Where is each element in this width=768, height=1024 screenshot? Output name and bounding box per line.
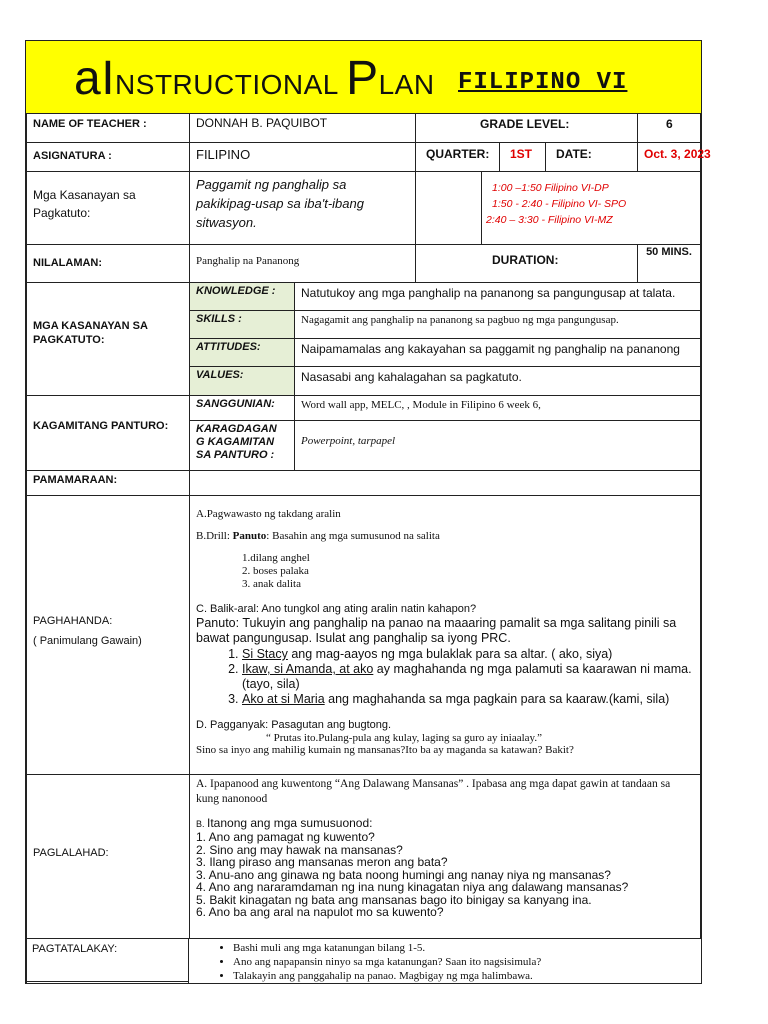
document-title xyxy=(74,52,435,105)
paglalahad-label: PAGLALAHAD: xyxy=(26,774,190,982)
schedule-spacer-cell xyxy=(415,171,482,245)
schedule-cell xyxy=(481,171,701,245)
drill-instruction: : Basahin ang mga sumusunod na salita xyxy=(266,530,440,542)
paghahanda-content-cell xyxy=(189,495,701,775)
knowledge-value: Natutukoy ang mga panghalip na pananong sa pangungusap at talata. xyxy=(294,282,701,311)
knowledge-key: KNOWLEDGE : xyxy=(189,282,295,311)
paghahanda-a: A.Pagwawasto ng takdang aralin xyxy=(196,508,341,520)
teacher-value: DONNAH B. PAQUIBOT xyxy=(189,113,416,143)
pagtatalakay-list xyxy=(189,941,701,983)
title-word-1: NSTRUCTIONAL xyxy=(115,69,347,100)
paglalahad-b-prefix: B. xyxy=(196,819,208,829)
sanggunian-key: SANGGUNIAN: xyxy=(189,395,295,421)
balik-aral: C. Balik-aral: Ano tungkol ang ating aralin natin kahapon? xyxy=(196,603,477,615)
balik-aral-item xyxy=(242,692,700,707)
question-item: 2. Sino ang may hawak na mansanas? xyxy=(196,842,403,857)
pagtatalakay-item: • Talakayin ang panggahalip na panao. Magbigay ng mga halimbawa. xyxy=(233,969,701,983)
quarter-label: QUARTER: xyxy=(415,142,500,172)
pagtatalakay-label: PAGTATALAKAY: xyxy=(25,938,189,984)
bugtong: “ Prutas ito.Pulang-pula ang kulay, laging sa guro ay iniaalay.” xyxy=(266,732,542,744)
schedule-item: 1:00 –1:50 Filipino VI-DP xyxy=(492,182,609,194)
pamamaraan-label: PAMAMARAAN: xyxy=(26,470,190,496)
paglalahad-questions xyxy=(196,831,694,919)
objectives-label: MGA KASANAYAN SA PAGKATUTO: xyxy=(26,282,190,396)
subject-label: ASIGNATURA : xyxy=(26,142,190,172)
question-item: 1. Ano ang pamagat ng kuwento? xyxy=(196,830,375,844)
content-label: NILALAMAN: xyxy=(26,244,190,283)
pagtatalakay-content-cell xyxy=(188,938,702,984)
paglalahad-a: A. Ipapanood ang kuwentong “Ang Dalawang Mansanas” . Ipabasa ang mga dapat gawin at tandaan sa kung nanonood xyxy=(196,778,671,805)
skills-value: Nagagamit ang panghalip na pananong sa pagbuo ng mga pangungusap. xyxy=(294,310,701,339)
competency-value: Paggamit ng panghalip sa pakikipag-usap sa iba't-ibang sitwasyon. xyxy=(189,171,416,245)
question-item: 4. Ano ang nararamdaman ng ina nung kinagatan niya ang dalawang mansanas? xyxy=(196,880,629,894)
drill-item: 3. anak dalita xyxy=(242,578,301,590)
duration-value: 50 MINS. xyxy=(637,244,701,283)
schedule-item: 1:50 - 2:40 - Filipino VI- SPO xyxy=(492,198,627,210)
date-label: DATE: xyxy=(545,142,638,172)
paglalahad-b xyxy=(196,817,694,831)
paghahanda-label-cell xyxy=(26,495,190,775)
grade-level-value: 6 xyxy=(637,113,701,143)
pagganyak: D. Pagganyak: Pasagutan ang bugtong. xyxy=(196,719,392,731)
duration-label: DURATION: xyxy=(415,244,638,283)
drill-prefix: B.Drill: xyxy=(196,530,233,542)
balik-aral-items xyxy=(196,647,700,707)
drill-item: 1.dilang anghel xyxy=(242,552,310,564)
values-value: Nasasabi ang kahalagahan sa pagkatuto. xyxy=(294,366,701,396)
schedule-item: 2:40 – 3:30 - Filipino VI-MZ xyxy=(486,214,613,226)
drill-panuto: Panuto xyxy=(232,530,267,542)
grade-level-label: GRADE LEVEL: xyxy=(415,113,638,143)
pagtatalakay-item: • Ano ang napapansin ninyo sa mga katanungan? Saan ito nagsisimula? xyxy=(233,955,701,969)
bugtong-question: Sino sa inyo ang mahilig kumain ng mansanas?Ito ba ay maganda sa katawan? Bakit? xyxy=(196,744,574,756)
item-rest: ay maghahanda ng mga palamuti sa kaarawan ni mama. (tayo, sila) xyxy=(242,662,692,691)
title-word-2: LAN xyxy=(378,69,435,100)
drill-item: 2. boses palaka xyxy=(242,565,309,577)
date-value: Oct. 3, 2023 xyxy=(637,142,701,172)
sanggunian-value: Word wall app, MELC, , Module in Filipino 6 week 6, xyxy=(294,395,701,421)
pagtatalakay-item: • Bashi muli ang mga katanungan bilang 1-5. xyxy=(233,941,701,955)
materials-label: KAGAMITANG PANTURO: xyxy=(26,395,190,471)
balik-aral-item xyxy=(242,647,700,662)
paghahanda-sublabel: ( Panimulang Gawain) xyxy=(33,635,142,647)
karagdagan-value: Powerpoint, tarpapel xyxy=(294,420,701,471)
skills-key: SKILLS : xyxy=(189,310,295,339)
question-item: 6. Ano ba ang aral na napulot mo sa kuwento? xyxy=(196,905,444,919)
title-band xyxy=(26,41,701,114)
title-letter-i: I xyxy=(101,52,116,105)
teacher-label: NAME OF TEACHER : xyxy=(26,113,190,143)
item-underline: Ikaw, si Amanda, at ako xyxy=(242,662,374,676)
item-underline: Ako at si Maria xyxy=(242,692,325,706)
instructional-plan-page xyxy=(25,40,711,984)
attitudes-key: ATTITUDES: xyxy=(189,338,295,367)
item-rest: ang maghahanda sa mga pagkain para sa kaaraw.(kami, sila) xyxy=(324,692,670,706)
title-letter-a: a xyxy=(74,52,102,105)
quarter-value: 1ST xyxy=(499,142,546,172)
balik-aral-panuto: Panuto: Tukuyin ang panghalip na panao na maaaring pamalit sa mga salitang pinili sa bawat pangungusap. Isulat ang panghalip sa iyong PRC. xyxy=(196,616,677,645)
paghahanda-b xyxy=(196,530,700,542)
title-letter-p: P xyxy=(346,52,379,105)
attitudes-value: Naipamamalas ang kakayahan sa paggamit ng panghalip na pananong xyxy=(294,338,701,367)
question-item: 3. Anu-ano ang ginawa ng bata noong humingi ang nanay niya ng mansanas? xyxy=(196,867,611,882)
question-item: 5. Bakit kinagatan ng bata ang mansanas bago ito binigay sa kanyang ina. xyxy=(196,892,592,907)
document-subject-title: FILIPINO VI xyxy=(458,69,628,96)
pamamaraan-value-cell xyxy=(189,470,701,496)
drill-list xyxy=(242,552,700,591)
subject-value: FILIPINO xyxy=(189,142,416,172)
karagdagan-key: KARAGDAGAN G KAGAMITAN SA PANTURO : xyxy=(189,420,295,471)
item-underline: Si Stacy xyxy=(242,647,288,661)
values-key: VALUES: xyxy=(189,366,295,396)
paglalahad-b-text: Itanong ang mga sumusuonod: xyxy=(207,816,373,830)
competency-label: Mga Kasanayan sa Pagkatuto: xyxy=(26,171,190,245)
paghahanda-label: PAGHAHANDA: xyxy=(33,615,113,627)
balik-aral-item xyxy=(242,662,700,692)
item-rest: ang mag-aayos ng mga bulaklak para sa altar. ( ako, siya) xyxy=(287,647,613,661)
question-item: 3. Ilang piraso ang mansanas meron ang bata? xyxy=(196,855,448,869)
content-value: Panghalip na Pananong xyxy=(189,244,416,283)
